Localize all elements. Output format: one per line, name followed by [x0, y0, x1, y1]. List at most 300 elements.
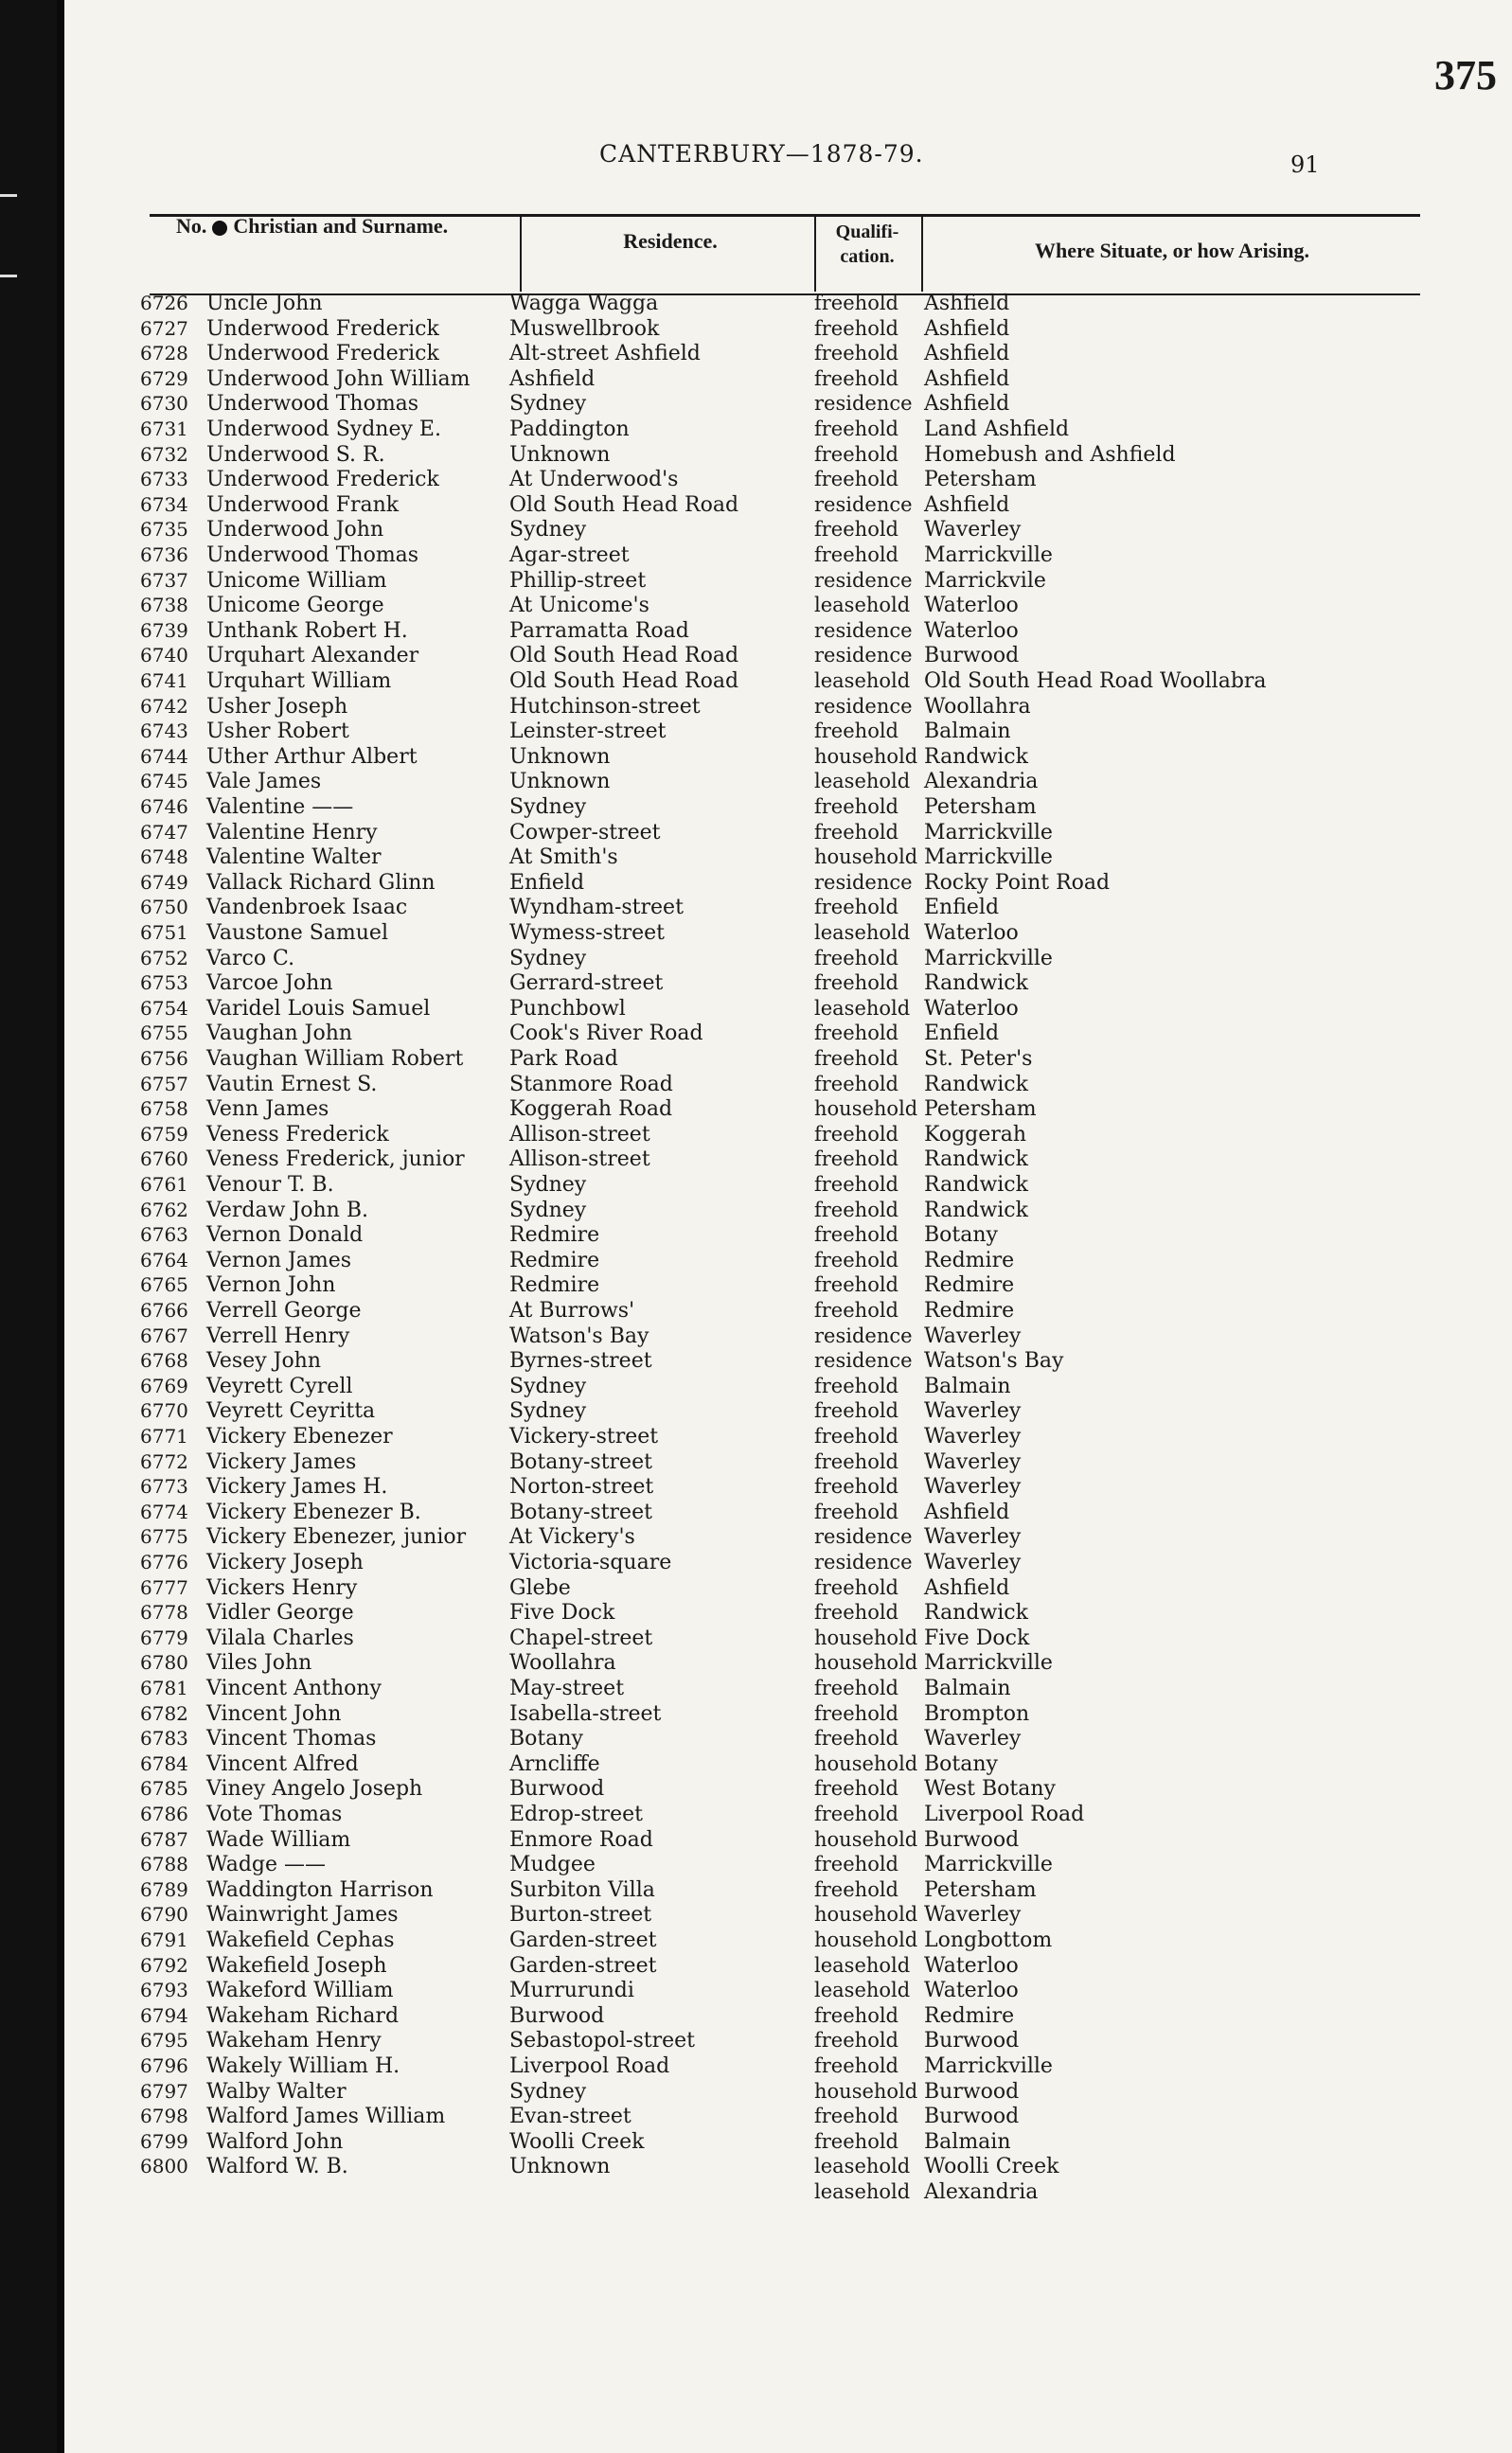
- table-row: [64, 1929, 1512, 1953]
- elector-name: Vaughan John: [206, 1022, 353, 1046]
- qualification: freehold: [814, 971, 898, 995]
- entry-number: 6785: [140, 1777, 188, 1801]
- page-number: 375: [1434, 52, 1497, 98]
- entry-number: 6773: [140, 1475, 188, 1499]
- entry-number: 6740: [140, 644, 188, 667]
- property-location: Waverley: [924, 1525, 1022, 1550]
- residence: Wagga Wagga: [509, 292, 659, 315]
- elector-name: Underwood Frederick: [206, 468, 439, 492]
- table-row: [64, 669, 1512, 694]
- entry-number: 6777: [140, 1575, 188, 1599]
- entry-number: 6732: [140, 442, 188, 466]
- qualification: residence: [814, 1551, 913, 1573]
- property-location: Longbottom: [924, 1929, 1053, 1952]
- header-name: Christian and Surname.: [233, 214, 449, 238]
- residence: Unknown: [509, 744, 611, 769]
- property-location: Waterloo: [924, 1953, 1019, 1978]
- entry-number: 6787: [140, 1827, 188, 1851]
- entry-number: 6779: [140, 1626, 188, 1649]
- residence: At Underwood's: [509, 468, 679, 492]
- property-location: Waverley: [924, 1324, 1022, 1348]
- elector-name: Venour T. B.: [206, 1173, 334, 1197]
- entry-number: 6741: [140, 669, 188, 692]
- table-row: [64, 1601, 1512, 1626]
- qualification: freehold: [814, 820, 898, 844]
- qualification: freehold: [814, 2054, 898, 2077]
- entry-number: 6728: [140, 342, 188, 365]
- property-location: Burwood: [924, 2105, 1020, 2129]
- elector-name: Unicome George: [206, 594, 384, 618]
- table-row: [64, 1576, 1512, 1601]
- property-location: Alexandria: [924, 770, 1039, 794]
- elector-name: Viles John: [206, 1651, 312, 1676]
- residence: Sydney: [509, 1198, 587, 1222]
- table-row: [64, 2054, 1512, 2079]
- qualification: residence: [814, 870, 913, 894]
- property-location: Enfield: [924, 896, 1000, 920]
- property-location: Randwick: [924, 1198, 1028, 1222]
- property-location: Randwick: [924, 971, 1028, 996]
- entry-number: 6761: [140, 1173, 188, 1196]
- table-row: [64, 2029, 1512, 2053]
- entry-number: 6748: [140, 845, 188, 869]
- entry-number: 6742: [140, 694, 188, 718]
- qualification: household: [814, 2079, 918, 2103]
- property-location: Marrickvile: [924, 568, 1046, 593]
- entry-number: 6752: [140, 946, 188, 969]
- qualification: residence: [814, 1525, 913, 1549]
- residence: Chapel-street: [509, 1626, 653, 1650]
- residence: Redmire: [509, 1223, 600, 1248]
- table-row: [64, 468, 1512, 492]
- table-row: [64, 997, 1512, 1022]
- entry-number: 6800: [140, 2155, 188, 2178]
- table-row: [64, 2130, 1512, 2155]
- elector-name: Vaughan William Robert: [206, 1047, 464, 1071]
- qualification: freehold: [814, 1022, 898, 1045]
- elector-name: Venn James: [206, 1097, 329, 1122]
- residence: Sydney: [509, 1399, 587, 1424]
- document-page: [64, 0, 1512, 2453]
- residence: Botany: [509, 1727, 583, 1751]
- property-location: Balmain: [924, 1374, 1011, 1398]
- elector-name: Wakely William H.: [206, 2054, 400, 2078]
- qualification: freehold: [814, 1803, 898, 1825]
- header-where: Where Situate, or how Arising.: [1034, 239, 1310, 262]
- elector-name: Vincent John: [206, 1701, 342, 1726]
- qualification: residence: [814, 392, 913, 416]
- property-location: Redmire: [924, 1299, 1015, 1323]
- residence: Sydney: [509, 1374, 587, 1398]
- elector-name: Vilala Charles: [206, 1626, 354, 1650]
- qualification: freehold: [814, 1047, 898, 1070]
- property-location: Redmire: [924, 1273, 1015, 1298]
- table-row: [64, 1047, 1512, 1072]
- elector-name: Urquhart Alexander: [206, 644, 419, 668]
- property-location: Burwood: [924, 1827, 1020, 1852]
- property-location: Ashfield: [924, 492, 1010, 517]
- property-location: Marrickville: [924, 543, 1053, 567]
- property-location: Waverley: [924, 1475, 1022, 1500]
- entry-number: 6746: [140, 795, 188, 818]
- property-location: Waverley: [924, 1727, 1022, 1751]
- qualification: freehold: [814, 1500, 898, 1523]
- table-row: [64, 921, 1512, 946]
- table-row: [64, 971, 1512, 996]
- table-row: [64, 1475, 1512, 1500]
- header-residence: Residence.: [623, 229, 718, 253]
- elector-name: Varidel Louis Samuel: [206, 996, 431, 1021]
- bullet-icon: [212, 221, 227, 236]
- table-row: [64, 1223, 1512, 1248]
- qualification: freehold: [814, 292, 898, 314]
- entry-number: 6768: [140, 1349, 188, 1373]
- property-location: Botany: [924, 1751, 998, 1776]
- table-row: [64, 795, 1512, 820]
- residence: Redmire: [509, 1273, 600, 1298]
- residence: May-street: [509, 1677, 625, 1700]
- qualification: household: [814, 744, 918, 768]
- scan-edge: [0, 0, 57, 2453]
- property-location: Ashfield: [924, 316, 1010, 341]
- entry-number: 6764: [140, 1248, 188, 1271]
- table-row: [64, 644, 1512, 668]
- entry-number: 6772: [140, 1449, 188, 1473]
- entry-number: 6736: [140, 543, 188, 566]
- table-row: [64, 947, 1512, 971]
- qualification: freehold: [814, 316, 898, 340]
- qualification: residence: [814, 644, 913, 667]
- elector-name: Wakeham Richard: [206, 2003, 400, 2028]
- qualification: freehold: [814, 2129, 898, 2153]
- entry-number: 6729: [140, 366, 188, 390]
- elector-name: Underwood Frederick: [206, 342, 439, 366]
- residence: Old South Head Road: [509, 492, 739, 517]
- table-row: [64, 1299, 1512, 1324]
- qualification: freehold: [814, 2003, 898, 2027]
- property-location: Alexandria: [924, 2180, 1039, 2204]
- table-row: [64, 1727, 1512, 1751]
- residence: Leinster-street: [509, 720, 667, 744]
- residence: Phillip-street: [509, 568, 647, 593]
- residence: Hutchinson-street: [509, 694, 701, 719]
- property-location: Marrickville: [924, 946, 1053, 970]
- elector-name: Vickery James H.: [206, 1475, 388, 1500]
- table-row: [64, 443, 1512, 468]
- qualification: freehold: [814, 1601, 898, 1625]
- column-divider: [921, 216, 923, 292]
- residence: Wyndham-street: [509, 896, 684, 920]
- entry-number: 6738: [140, 594, 188, 617]
- property-location: Petersham: [924, 1097, 1037, 1122]
- table-row: [64, 1425, 1512, 1449]
- elector-name: Vickery Joseph: [206, 1551, 364, 1574]
- table-row: [64, 1702, 1512, 1727]
- qualification: household: [814, 1903, 918, 1927]
- residence: Burwood: [509, 1777, 605, 1802]
- residence: Vickery-street: [509, 1425, 659, 1449]
- residence: Woollahra: [509, 1651, 616, 1676]
- qualification: household: [814, 1651, 918, 1675]
- qualification: household: [814, 1929, 918, 1951]
- qualification: freehold: [814, 1072, 898, 1095]
- property-location: Burwood: [924, 2079, 1020, 2104]
- property-location: Burwood: [924, 2029, 1020, 2053]
- entry-number: 6755: [140, 1022, 188, 1045]
- residence: Sebastopol-street: [509, 2029, 695, 2053]
- table-row: [64, 1853, 1512, 1877]
- elector-name: Vote Thomas: [206, 1803, 343, 1826]
- residence: Sydney: [509, 946, 587, 970]
- qualification: freehold: [814, 1299, 898, 1322]
- property-location: Marrickville: [924, 1853, 1053, 1877]
- qualification: freehold: [814, 1475, 898, 1499]
- table-row: [64, 1273, 1512, 1298]
- residence: Gerrard-street: [509, 971, 664, 996]
- entry-number: 6765: [140, 1273, 188, 1297]
- property-location: Burwood: [924, 644, 1020, 668]
- property-location: Marrickville: [924, 845, 1053, 870]
- table-row: [64, 1878, 1512, 1903]
- property-location: Petersham: [924, 1877, 1037, 1902]
- residence: Enfield: [509, 870, 585, 895]
- residence: Isabella-street: [509, 1701, 662, 1726]
- entry-number: 6759: [140, 1122, 188, 1146]
- property-location: St. Peter's: [924, 1047, 1033, 1071]
- qualification: freehold: [814, 1425, 898, 1448]
- elector-name: Underwood Sydney E.: [206, 418, 441, 441]
- entry-number: 6756: [140, 1047, 188, 1070]
- table-row: [64, 1501, 1512, 1525]
- residence: Unknown: [509, 2155, 611, 2179]
- qualification: freehold: [814, 2029, 898, 2053]
- elector-name: Vickery James: [206, 1449, 357, 1474]
- qualification: freehold: [814, 1777, 898, 1801]
- residence: Murrurundi: [509, 1979, 634, 2003]
- entry-number: 6726: [140, 292, 188, 314]
- qualification: freehold: [814, 518, 898, 542]
- property-location: West Botany: [924, 1777, 1056, 1802]
- table-row: [64, 2180, 1512, 2205]
- column-divider: [520, 216, 522, 292]
- elector-name: Wakeham Henry: [206, 2029, 382, 2053]
- elector-name: Veness Frederick: [206, 1122, 389, 1147]
- table-row: [64, 292, 1512, 316]
- elector-name: Varcoe John: [206, 971, 333, 996]
- elector-name: Vickery Ebenezer, junior: [206, 1525, 467, 1550]
- elector-name: Viney Angelo Joseph: [206, 1777, 423, 1802]
- property-location: Enfield: [924, 1022, 1000, 1046]
- property-location: Marrickville: [924, 820, 1053, 844]
- elector-name: Varco C.: [206, 946, 295, 970]
- header-no-name: [176, 214, 574, 239]
- residence: Enmore Road: [509, 1827, 653, 1852]
- entry-number: 6744: [140, 744, 188, 768]
- qualification: freehold: [814, 946, 898, 969]
- qualification: leasehold: [814, 770, 911, 793]
- qualification: leasehold: [814, 1953, 911, 1977]
- entry-number: 6789: [140, 1877, 188, 1901]
- table-row: [64, 1979, 1512, 2003]
- residence: Watson's Bay: [509, 1324, 649, 1348]
- elector-name: Wainwright James: [206, 1903, 399, 1928]
- entry-number: 6751: [140, 921, 188, 944]
- table-row: [64, 1677, 1512, 1701]
- residence: Garden-street: [509, 1929, 657, 1952]
- entry-number: 6784: [140, 1751, 188, 1775]
- property-location: Waverley: [924, 1399, 1022, 1424]
- table-row: [64, 871, 1512, 896]
- elector-name: Vale James: [206, 770, 322, 794]
- elector-name: Underwood John William: [206, 366, 471, 391]
- qualification: leasehold: [814, 2155, 911, 2178]
- residence: Burwood: [509, 2003, 605, 2028]
- qualification: freehold: [814, 342, 898, 365]
- residence: Five Dock: [509, 1601, 615, 1626]
- elector-name: Underwood Thomas: [206, 543, 419, 567]
- elector-name: Uncle John: [206, 292, 323, 315]
- entry-number: 6793: [140, 1979, 188, 2002]
- residence: Agar-street: [509, 543, 630, 567]
- entry-number: 6754: [140, 996, 188, 1020]
- elector-name: Veyrett Cyrell: [206, 1374, 353, 1398]
- property-location: Petersham: [924, 468, 1037, 492]
- property-location: Ashfield: [924, 1575, 1010, 1600]
- property-location: Balmain: [924, 1677, 1011, 1700]
- residence: Edrop-street: [509, 1803, 643, 1826]
- entry-number: 6781: [140, 1677, 188, 1699]
- residence: Byrnes-street: [509, 1349, 652, 1374]
- qualification: leasehold: [814, 1979, 911, 2002]
- entry-number: 6786: [140, 1803, 188, 1825]
- entry-number: 6778: [140, 1601, 188, 1625]
- entry-number: 6727: [140, 316, 188, 340]
- entry-number: 6771: [140, 1425, 188, 1448]
- property-location: Balmain: [924, 720, 1011, 744]
- property-location: Rocky Point Road: [924, 870, 1111, 895]
- entry-number: 6767: [140, 1324, 188, 1347]
- residence: Muswellbrook: [509, 316, 660, 341]
- elector-name: Wakefield Joseph: [206, 1953, 387, 1978]
- table-row: [64, 1022, 1512, 1046]
- table-row: [64, 720, 1512, 744]
- qualification: household: [814, 1626, 918, 1649]
- entry-number: 6735: [140, 518, 188, 542]
- residence: Park Road: [509, 1047, 618, 1071]
- property-location: Homebush and Ashfield: [924, 442, 1176, 467]
- table-row: [64, 1803, 1512, 1827]
- elector-name: Wadge ——: [206, 1853, 326, 1877]
- residence: Surbiton Villa: [509, 1877, 655, 1902]
- entry-number: 6730: [140, 392, 188, 416]
- elector-name: Valentine ——: [206, 795, 354, 819]
- entry-number: 6734: [140, 492, 188, 516]
- residence: At Smith's: [509, 845, 618, 870]
- table-row: [64, 317, 1512, 342]
- residence: Allison-street: [509, 1147, 650, 1172]
- elector-name: Vidler George: [206, 1601, 354, 1626]
- elector-name: Usher Joseph: [206, 694, 348, 719]
- entry-number: 6731: [140, 418, 188, 440]
- residence: Woolli Creek: [509, 2129, 645, 2154]
- table-row: [64, 745, 1512, 770]
- qualification: leasehold: [814, 594, 911, 617]
- property-location: Waverley: [924, 1425, 1022, 1449]
- running-title: CANTERBURY—1878-79.: [599, 140, 924, 168]
- table-row: [64, 342, 1512, 366]
- elector-name: Vandenbroek Isaac: [206, 896, 408, 920]
- residence: Alt-street Ashfield: [509, 342, 701, 366]
- elector-name: Walford John: [206, 2129, 344, 2154]
- entry-number: 6791: [140, 1929, 188, 1951]
- residence: Sydney: [509, 795, 587, 819]
- entry-number: 6792: [140, 1953, 188, 1977]
- scan-mark: [0, 275, 17, 277]
- elector-name: Walford W. B.: [206, 2155, 348, 2179]
- elector-name: Vallack Richard Glinn: [206, 870, 436, 895]
- residence: At Burrows': [509, 1299, 635, 1323]
- elector-name: Vickers Henry: [206, 1575, 358, 1600]
- property-location: Waverley: [924, 1903, 1022, 1928]
- entry-number: 6749: [140, 870, 188, 894]
- qualification: residence: [814, 1349, 913, 1373]
- property-location: Waverley: [924, 1449, 1022, 1474]
- entry-number: 6745: [140, 770, 188, 793]
- elector-name: Underwood Frederick: [206, 316, 439, 341]
- elector-name: Walford James William: [206, 2105, 446, 2129]
- entry-number: 6763: [140, 1223, 188, 1247]
- property-location: Liverpool Road: [924, 1803, 1085, 1826]
- property-location: Ashfield: [924, 366, 1010, 391]
- table-row: [64, 1349, 1512, 1374]
- property-location: Waterloo: [924, 921, 1019, 945]
- residence: Unknown: [509, 770, 611, 794]
- property-location: Randwick: [924, 1147, 1028, 1172]
- elector-name: Waddington Harrison: [206, 1877, 434, 1902]
- table-row: [64, 2105, 1512, 2129]
- qualification: freehold: [814, 896, 898, 919]
- qualification: residence: [814, 618, 913, 642]
- entry-number: 6795: [140, 2029, 188, 2053]
- entry-number: 6790: [140, 1903, 188, 1927]
- elector-name: Urquhart William: [206, 669, 392, 693]
- property-location: Randwick: [924, 1072, 1028, 1096]
- table-row: [64, 770, 1512, 794]
- elector-name: Valentine Walter: [206, 845, 382, 870]
- qualification: leasehold: [814, 669, 911, 692]
- table-row: [64, 518, 1512, 542]
- table-row: [64, 1147, 1512, 1172]
- residence: Unknown: [509, 442, 611, 467]
- scan-mark: [0, 194, 17, 197]
- table-row: [64, 493, 1512, 518]
- entry-number: 6788: [140, 1853, 188, 1876]
- residence: Sydney: [509, 1173, 587, 1197]
- qualification: freehold: [814, 720, 898, 743]
- residence: Old South Head Road: [509, 644, 739, 668]
- header-no: No.: [176, 214, 207, 238]
- entry-number: 6762: [140, 1198, 188, 1221]
- elector-name: Vincent Alfred: [206, 1751, 359, 1776]
- qualification: freehold: [814, 1727, 898, 1751]
- entry-number: 6733: [140, 468, 188, 491]
- elector-name: Uther Arthur Albert: [206, 744, 418, 769]
- property-location: Ashfield: [924, 342, 1010, 366]
- qualification: freehold: [814, 1198, 898, 1221]
- entry-number: 6757: [140, 1072, 188, 1095]
- elector-name: Vernon John: [206, 1273, 336, 1298]
- entry-number: 6783: [140, 1727, 188, 1751]
